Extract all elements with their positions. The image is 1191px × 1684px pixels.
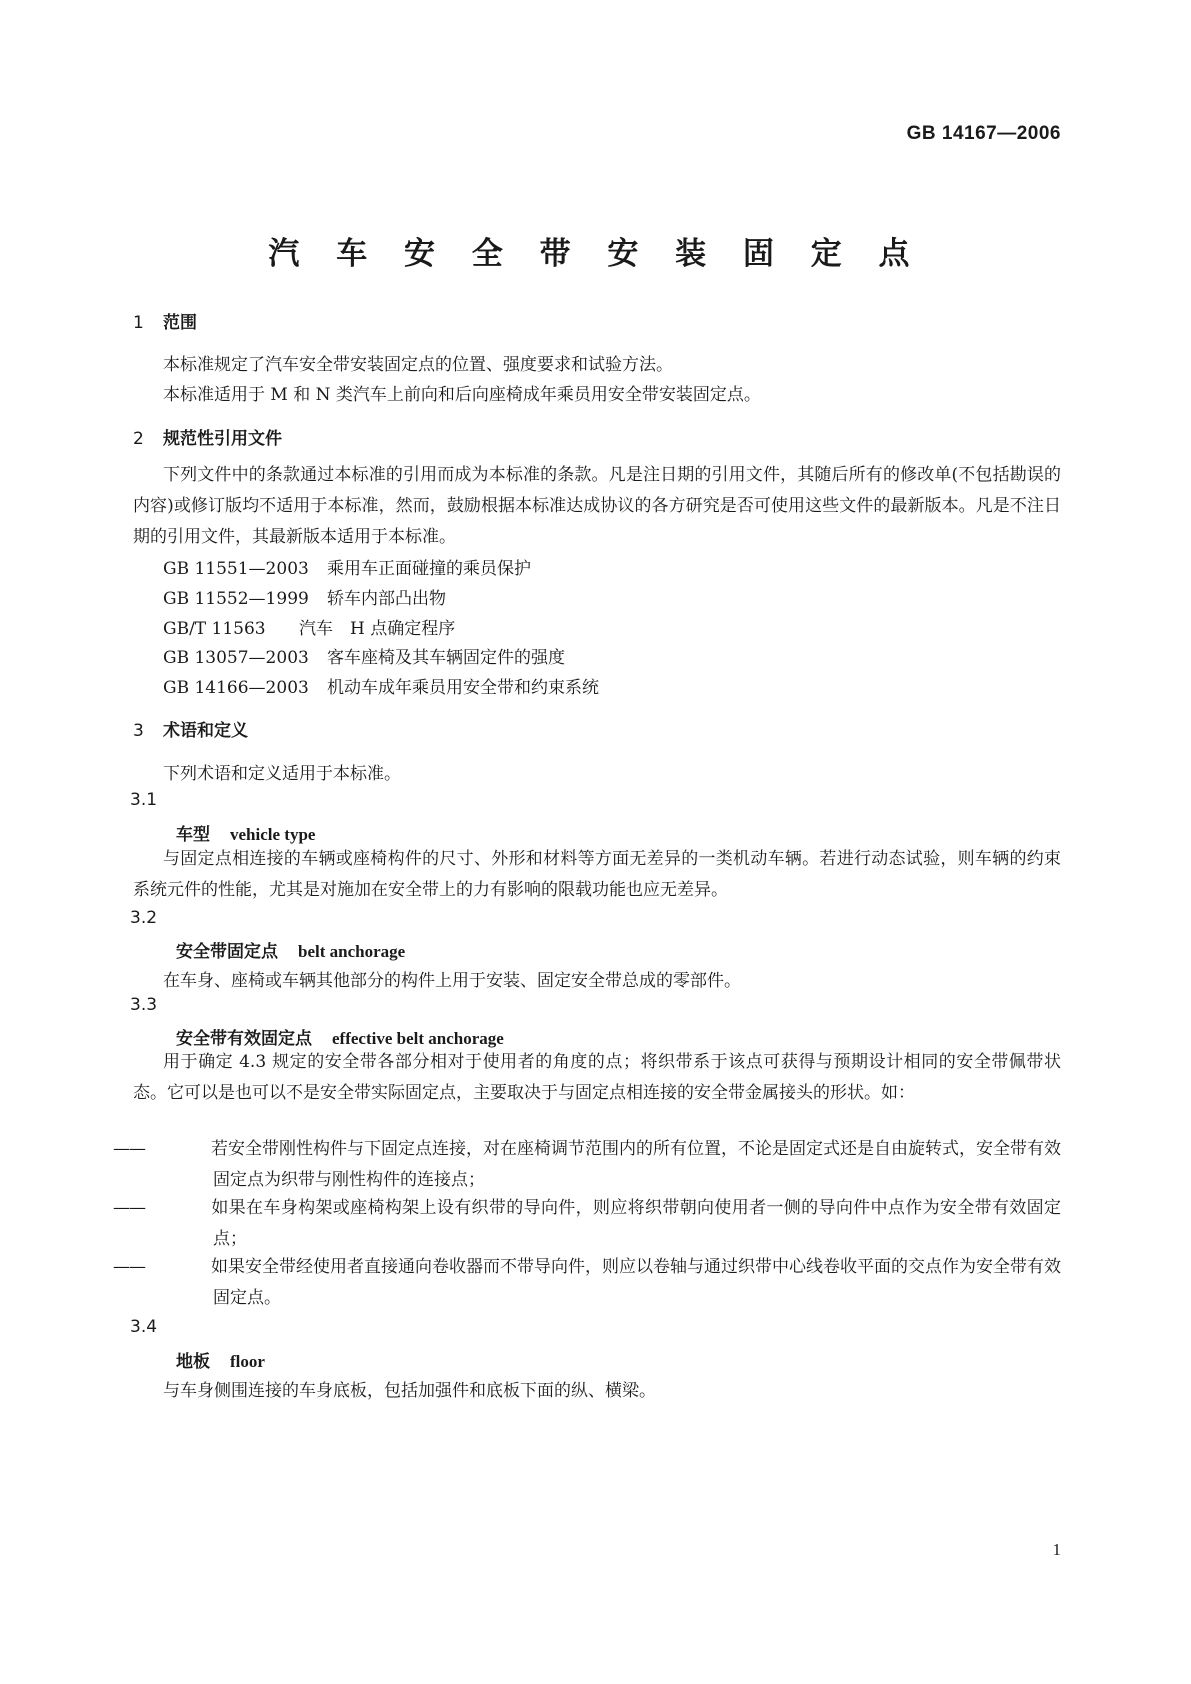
section-title: 范围 xyxy=(163,313,197,333)
term-name-zh: 车型 xyxy=(176,825,210,845)
dash-marker: —— xyxy=(113,1139,145,1159)
reference-code: GB 13057—2003 xyxy=(163,648,309,668)
reference-title: 汽车 H 点确定程序 xyxy=(299,619,456,639)
reference-item xyxy=(163,643,565,668)
term-name xyxy=(176,1347,265,1372)
dash-marker: —— xyxy=(113,1198,145,1218)
page-number: 1 xyxy=(1052,1540,1061,1559)
term-name-zh: 安全带固定点 xyxy=(176,942,278,962)
list-item-text: 如果安全带经使用者直接通向卷收器而不带导向件，则应以卷轴与通过织带中心线卷收平面的交点作为安全带有效固定点。 xyxy=(211,1257,1061,1308)
section-heading-normative-references xyxy=(133,424,282,449)
reference-item xyxy=(163,673,599,698)
term-name-en: floor xyxy=(230,1352,265,1371)
reference-code: GB/T 11563 xyxy=(163,619,266,639)
standard-code: GB 14167—2006 xyxy=(906,123,1061,144)
term-name-en: belt anchorage xyxy=(298,942,406,961)
section-title: 术语和定义 xyxy=(163,721,248,741)
section-number: 3 xyxy=(133,721,144,741)
reference-code: GB 11551—2003 xyxy=(163,559,309,579)
term-number: 3.3 xyxy=(130,995,158,1015)
reference-title: 机动车成年乘员用安全带和约束系统 xyxy=(327,678,599,698)
dash-marker: —— xyxy=(113,1257,145,1277)
term-number: 3.4 xyxy=(130,1317,158,1337)
section-heading-scope xyxy=(133,308,197,333)
reference-title: 轿车内部凸出物 xyxy=(327,589,446,609)
paragraph: 下列文件中的条款通过本标准的引用而成为本标准的条款。凡是注日期的引用文件，其随后所有的修改单(不包括勘误的内容)或修订版均不适用于本标准，然而，鼓励根据本标准达成协议的各方研究是否可使用这些文件的最新版本。凡是不注日期的引用文件，其最新版本适用于本标准。 xyxy=(133,465,1061,547)
paragraph: 下列术语和定义适用于本标准。 xyxy=(163,764,401,784)
section-heading-terms-definitions xyxy=(133,716,248,741)
paragraph: 本标准适用于 M 和 N 类汽车上前向和后向座椅成年乘员用安全带安装固定点。 xyxy=(163,385,761,405)
reference-title: 乘用车正面碰撞的乘员保护 xyxy=(327,559,531,579)
term-definition: 与固定点相连接的车辆或座椅构件的尺寸、外形和材料等方面无差异的一类机动车辆。若进行动态试验，则车辆的约束系统元件的性能，尤其是对施加在安全带上的力有影响的限载功能也应无差异。 xyxy=(133,849,1061,900)
term-name-zh: 安全带有效固定点 xyxy=(176,1029,312,1049)
reference-title: 客车座椅及其车辆固定件的强度 xyxy=(327,648,565,668)
term-definition: 用于确定 4.3 规定的安全带各部分相对于使用者的角度的点；将织带系于该点可获得与预期设计相同的安全带佩带状态。它可以是也可以不是安全带实际固定点，主要取决于与固定点相连接的安全带金属接头的形状。如： xyxy=(133,1052,1061,1103)
reference-item xyxy=(163,584,446,609)
paragraph: 本标准规定了汽车安全带安装固定点的位置、强度要求和试验方法。 xyxy=(163,355,673,375)
section-number: 2 xyxy=(133,429,144,449)
term-name xyxy=(176,937,405,962)
term-name-en: vehicle type xyxy=(230,825,316,844)
term-name xyxy=(176,1024,504,1049)
list-item-text: 如果在车身构架或座椅构架上设有织带的导向件，则应将织带朝向使用者一侧的导向件中点作为安全带有效固定点； xyxy=(211,1198,1061,1249)
reference-code: GB 11552—1999 xyxy=(163,589,309,609)
list-item xyxy=(113,1134,1061,1196)
list-item-text: 若安全带刚性构件与下固定点连接，对在座椅调节范围内的所有位置，不论是固定式还是自由旋转式，安全带有效固定点为织带与刚性构件的连接点； xyxy=(211,1139,1061,1190)
document-title: 汽 车 安 全 带 安 装 固 定 点 xyxy=(268,236,923,272)
term-definition: 在车身、座椅或车辆其他部分的构件上用于安装、固定安全带总成的零部件。 xyxy=(163,971,741,991)
section-title: 规范性引用文件 xyxy=(163,429,282,449)
term-name-en: effective belt anchorage xyxy=(332,1029,504,1048)
term-definition: 与车身侧围连接的车身底板，包括加强件和底板下面的纵、横梁。 xyxy=(163,1381,656,1401)
term-name-zh: 地板 xyxy=(176,1352,210,1372)
reference-code: GB 14166—2003 xyxy=(163,678,309,698)
term-name xyxy=(176,820,315,845)
section-number: 1 xyxy=(133,313,144,333)
list-item xyxy=(113,1252,1061,1314)
reference-item xyxy=(163,554,531,579)
list-item xyxy=(113,1193,1061,1255)
term-number: 3.2 xyxy=(130,908,158,928)
reference-item xyxy=(163,614,455,639)
term-number: 3.1 xyxy=(130,790,158,810)
